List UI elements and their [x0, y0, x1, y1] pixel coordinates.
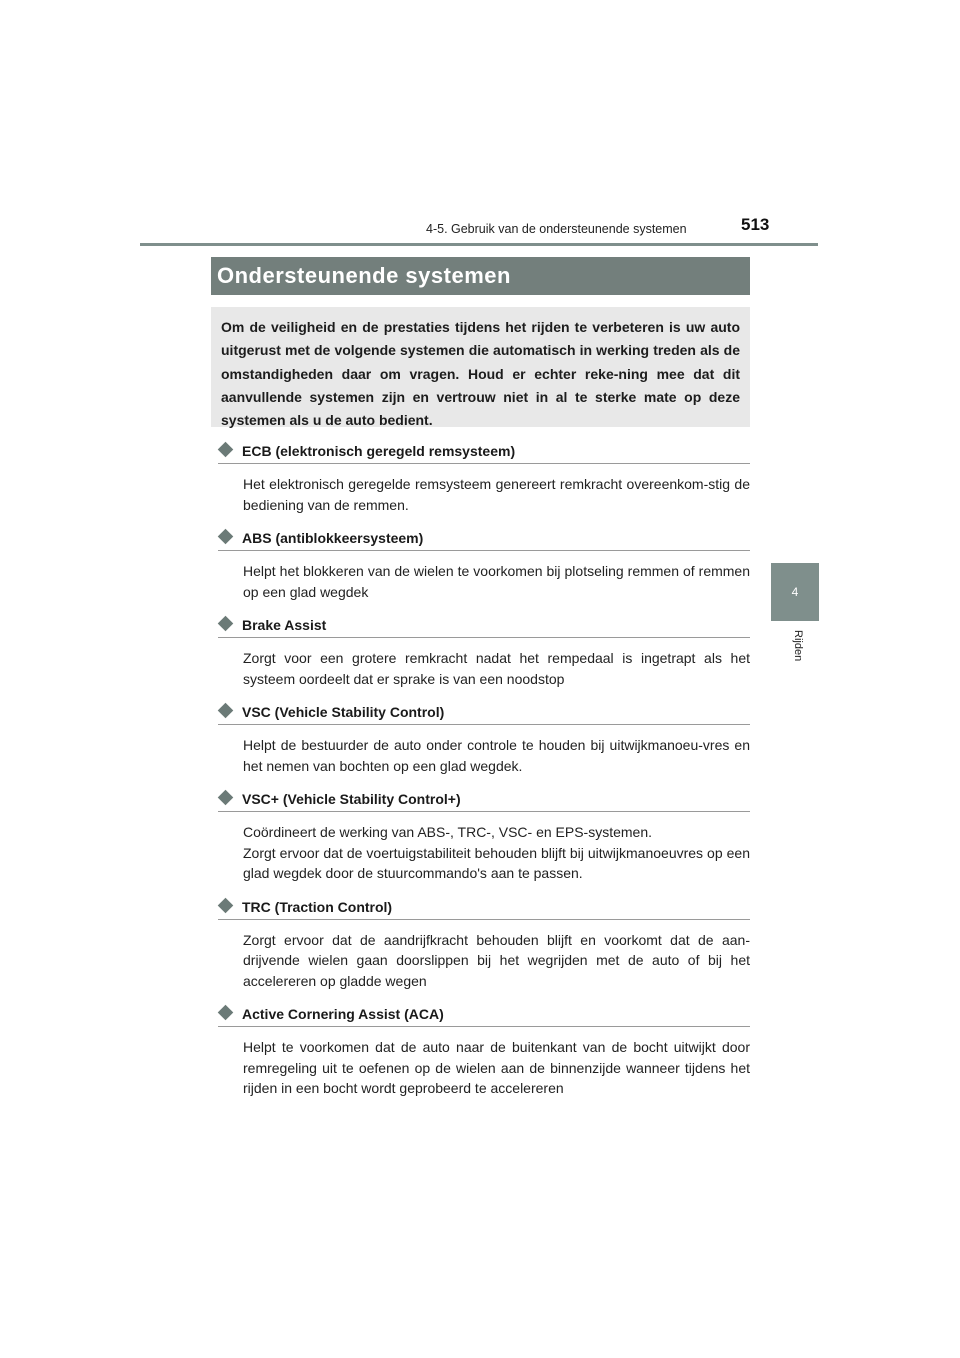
diamond-bullet-icon: [218, 616, 234, 632]
section-body: [243, 561, 750, 602]
section-heading: [218, 614, 750, 638]
section-body: [243, 648, 750, 689]
section-item: [218, 701, 750, 776]
diamond-bullet-icon: [218, 790, 234, 806]
section-item: [218, 440, 750, 515]
diamond-bullet-icon: [218, 1005, 234, 1021]
intro-box: Om de veiligheid en de prestaties tijdens het rijden te verbeteren is uw auto uitgerust met de volgende systemen die automatisch in werking treden als de omstandigheden daar om vragen. Houd er echter reke-ning mee dat dit aanvullende systemen zijn en vertrouw niet in al te sterke mate op deze systemen als u de auto bedient.: [211, 307, 750, 427]
section-paragraph: Het elektronisch geregelde remsysteem genereert remkracht overeenkom-stig de bediening van de remmen.: [243, 476, 750, 513]
section-item: [218, 896, 750, 992]
section-item: [218, 614, 750, 689]
section-body: [243, 474, 750, 515]
section-paragraph: Helpt te voorkomen dat de auto naar de buitenkant van de bocht uitwijkt door remregeling uit te oefenen op de wielen aan de binnenzijde wanneer tijdens het rijden in een bocht wordt geprobeerd te accelereren: [243, 1039, 750, 1096]
section-title: Active Cornering Assist (ACA): [242, 1006, 444, 1022]
section-title: VSC (Vehicle Stability Control): [242, 704, 445, 720]
section-heading: [218, 440, 750, 464]
section-title: VSC+ (Vehicle Stability Control+): [242, 791, 461, 807]
section-body: [243, 930, 750, 992]
section-heading: [218, 896, 750, 920]
diamond-bullet-icon: [218, 529, 234, 545]
sections-list: [218, 440, 750, 1111]
section-item: [218, 788, 750, 884]
page-number: 513: [741, 215, 770, 234]
section-item: [218, 1003, 750, 1099]
section-paragraph: Zorgt ervoor dat de aandrijfkracht behouden blijft en voorkomt dat de aan-drijvende wielen gaan doorslippen bij het wegrijden met de auto of bij het accelereren op gladde wegen: [243, 931, 750, 989]
header-divider: [140, 243, 818, 246]
section-paragraph: Coördineert de werking van ABS-, TRC-, VSC- en EPS-systemen.: [243, 824, 653, 840]
diamond-bullet-icon: [218, 703, 234, 719]
section-title: TRC (Traction Control): [242, 898, 393, 915]
diamond-bullet-icon: [218, 897, 234, 913]
section-body: [243, 822, 750, 884]
section-body: [243, 1037, 750, 1099]
section-heading: [218, 788, 750, 812]
section-paragraph: Zorgt ervoor dat de voertuigstabiliteit behouden blijft bij uitwijkmanoeuvres op een glad wegdek door de stuurcommando's aan te passen.: [243, 844, 750, 881]
section-heading: [218, 1003, 750, 1027]
chapter-tab: 4: [771, 563, 819, 621]
section-title: ABS (antiblokkeersysteem): [242, 530, 424, 546]
chapter-label: Rijden: [792, 630, 804, 662]
section-paragraph: Zorgt voor een grotere remkracht nadat het rempedaal is ingetrapt als het systeem oordeelt dat er sprake is van een noodstop: [243, 650, 750, 687]
section-paragraph: Helpt de bestuurder de auto onder controle te houden bij uitwijkmanoeu-vres en het nemen van bochten op een glad wegdek.: [243, 737, 750, 774]
section-paragraph: Helpt het blokkeren van de wielen te voorkomen bij plotseling remmen of remmen op een glad wegdek: [243, 563, 750, 600]
section-title: Brake Assist: [242, 617, 327, 633]
page-title: Ondersteunende systemen: [211, 257, 750, 295]
section-heading: [218, 527, 750, 551]
section-item: [218, 527, 750, 602]
section-heading: [218, 701, 750, 725]
header-section-title: 4-5. Gebruik van de ondersteunende systemen: [426, 222, 687, 236]
section-title: ECB (elektronisch geregeld remsysteem): [242, 443, 516, 459]
section-body: [243, 735, 750, 776]
diamond-bullet-icon: [218, 442, 234, 458]
